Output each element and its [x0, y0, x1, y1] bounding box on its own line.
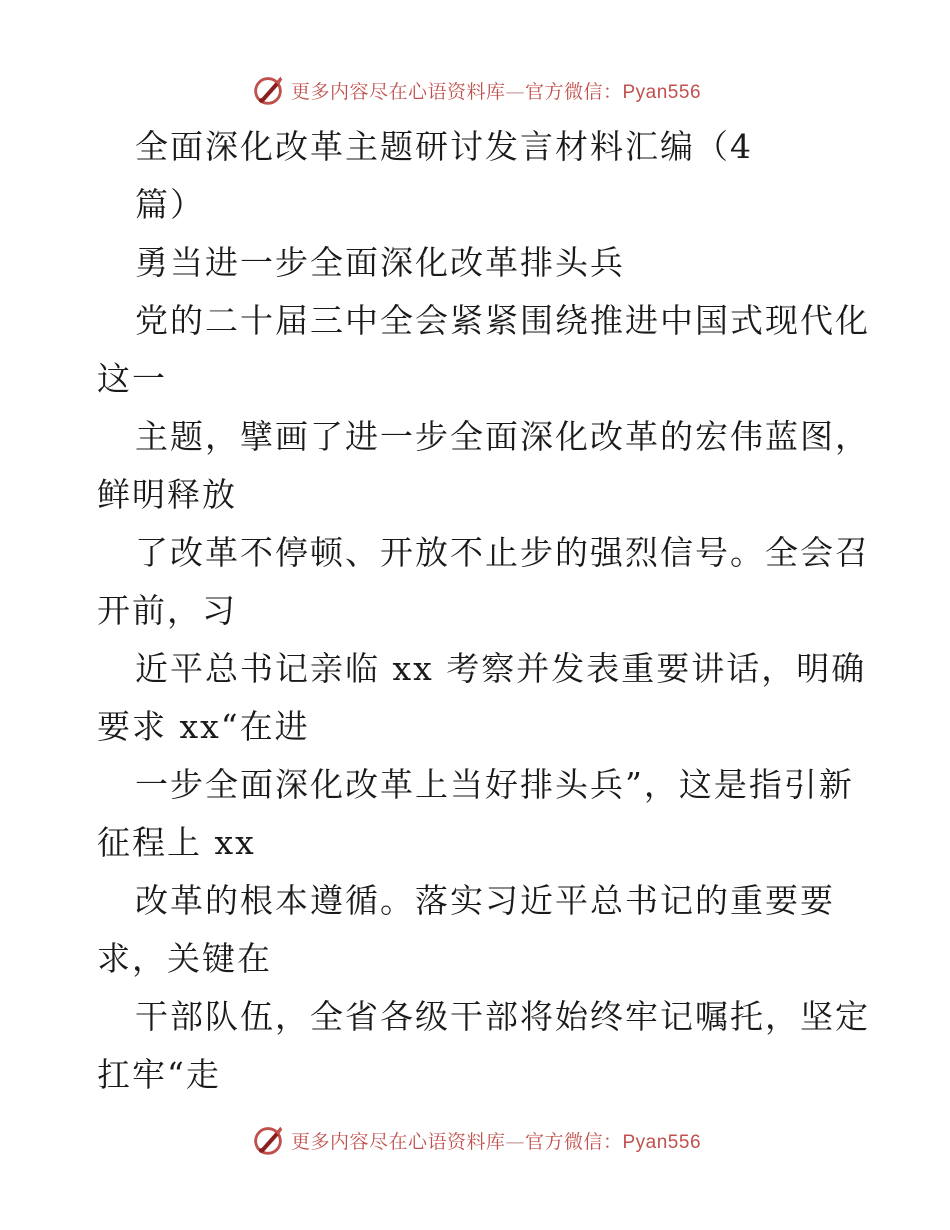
- paragraph-line: 这一: [97, 359, 167, 398]
- brush-logo-icon: [249, 1121, 287, 1159]
- paragraph-line: 干部队伍，全省各级干部将始终牢记嘱托，坚定: [135, 997, 870, 1036]
- header-watermark-banner: [0, 68, 950, 112]
- watermark-text: 更多内容尽在心语资料库—官方微信：Pyan556: [290, 80, 702, 103]
- document-title-continued: 篇）: [135, 185, 205, 224]
- document-title: 全面深化改革主题研讨发言材料汇编（4: [135, 127, 753, 166]
- footer-watermark-banner: [0, 1118, 950, 1162]
- paragraph-line: 征程上 xx: [97, 823, 256, 862]
- paragraph-line: 主题，擘画了进一步全面深化改革的宏伟蓝图，: [135, 417, 870, 456]
- paragraph-line: 党的二十届三中全会紧紧围绕推进中国式现代化: [135, 301, 870, 340]
- paragraph-line: 扛牢“走: [97, 1055, 221, 1094]
- section-heading: 勇当进一步全面深化改革排头兵: [135, 243, 625, 282]
- paragraph-line: 要求 xx“在进: [97, 707, 310, 746]
- watermark-text: 更多内容尽在心语资料库—官方微信：Pyan556: [290, 1130, 702, 1153]
- paragraph-line: 鲜明释放: [97, 475, 237, 514]
- paragraph-line: 开前，习: [97, 591, 237, 630]
- document-body: [97, 118, 870, 1104]
- paragraph-line: 了改革不停顿、开放不止步的强烈信号。全会召: [135, 533, 870, 572]
- paragraph-line: 求，关键在: [97, 939, 272, 978]
- paragraph-line: 近平总书记亲临 xx 考察并发表重要讲话，明确: [135, 649, 867, 688]
- paragraph-line: 一步全面深化改革上当好排头兵”，这是指引新: [135, 765, 854, 804]
- brush-logo-icon: [249, 71, 287, 109]
- paragraph-line: 改革的根本遵循。落实习近平总书记的重要要: [135, 881, 835, 920]
